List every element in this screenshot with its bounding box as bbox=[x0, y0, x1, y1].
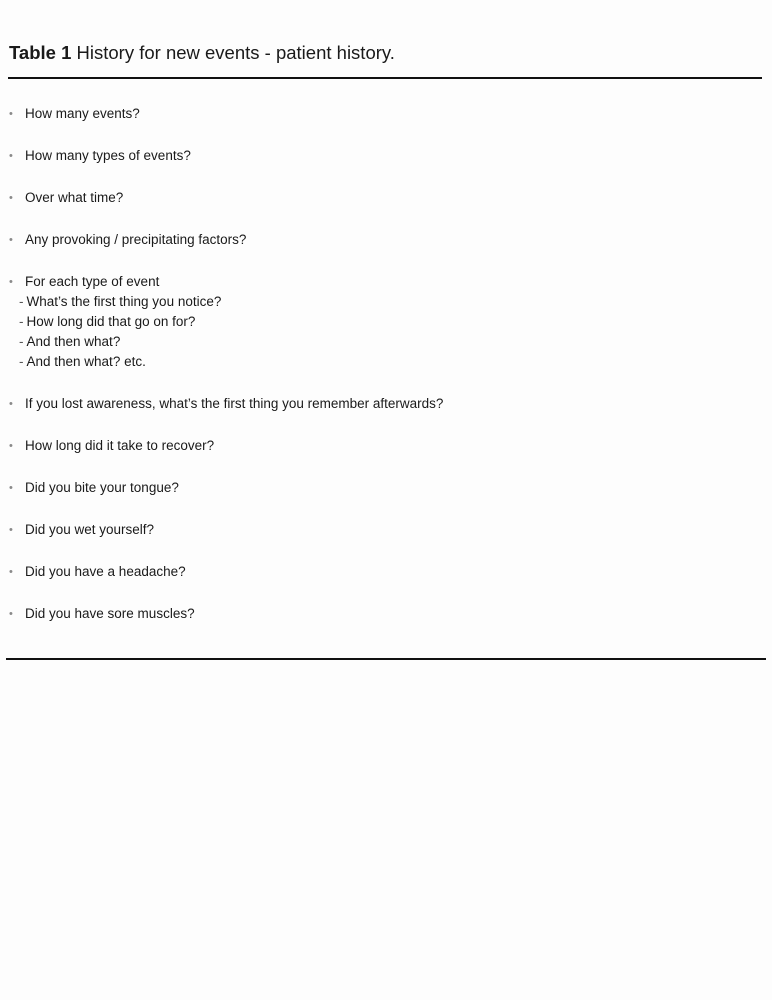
sub-question-text: How long did that go on for? bbox=[26, 314, 196, 329]
question-text: For each type of event bbox=[25, 274, 160, 289]
list-item bbox=[0, 104, 760, 124]
question-text: If you lost awareness, what’s the first thing you remember afterwards? bbox=[25, 396, 444, 411]
table-title bbox=[9, 42, 395, 64]
bullet-icon: • bbox=[9, 108, 13, 120]
bullet-icon: • bbox=[9, 192, 13, 204]
list-item bbox=[0, 478, 760, 498]
table-caption: History for new events - patient history. bbox=[76, 42, 395, 63]
sub-question-text: What’s the first thing you notice? bbox=[26, 294, 222, 309]
list-item bbox=[0, 230, 760, 250]
sub-question-text: And then what? etc. bbox=[26, 354, 146, 369]
sub-question-list bbox=[19, 292, 760, 372]
question-text: Did you have a headache? bbox=[25, 564, 186, 579]
question-text: How long did it take to recover? bbox=[25, 438, 215, 453]
bullet-icon: • bbox=[9, 608, 13, 620]
dash-icon: - bbox=[19, 334, 24, 349]
list-item bbox=[0, 188, 760, 208]
dash-icon: - bbox=[19, 354, 24, 369]
bullet-icon: • bbox=[9, 234, 13, 246]
question-text: How many types of events? bbox=[25, 148, 191, 163]
bullet-icon: • bbox=[9, 566, 13, 578]
list-item bbox=[0, 146, 760, 166]
sub-list-item bbox=[19, 332, 760, 352]
sub-list-item bbox=[19, 312, 760, 332]
list-item bbox=[0, 394, 760, 414]
sub-list-item bbox=[19, 292, 760, 312]
question-text: Any provoking / precipitating factors? bbox=[25, 232, 247, 247]
dash-icon: - bbox=[19, 314, 24, 329]
bullet-icon: • bbox=[9, 398, 13, 410]
bullet-icon: • bbox=[9, 276, 13, 288]
sub-question-text: And then what? bbox=[26, 334, 121, 349]
bullet-icon: • bbox=[9, 482, 13, 494]
list-item bbox=[0, 436, 760, 456]
question-list bbox=[0, 104, 760, 646]
question-text: Did you bite your tongue? bbox=[25, 480, 179, 495]
list-item bbox=[0, 562, 760, 582]
question-text: How many events? bbox=[25, 106, 140, 121]
list-item bbox=[0, 272, 760, 372]
table-bottom-rule bbox=[6, 658, 766, 660]
table-top-rule bbox=[8, 77, 762, 79]
question-text: Over what time? bbox=[25, 190, 124, 205]
list-item bbox=[0, 604, 760, 624]
question-text: Did you wet yourself? bbox=[25, 522, 155, 537]
list-item bbox=[0, 520, 760, 540]
table-label: Table 1 bbox=[9, 42, 72, 63]
bullet-icon: • bbox=[9, 524, 13, 536]
dash-icon: - bbox=[19, 294, 24, 309]
bullet-icon: • bbox=[9, 150, 13, 162]
question-text: Did you have sore muscles? bbox=[25, 606, 195, 621]
bullet-icon: • bbox=[9, 440, 13, 452]
sub-list-item bbox=[19, 352, 760, 372]
